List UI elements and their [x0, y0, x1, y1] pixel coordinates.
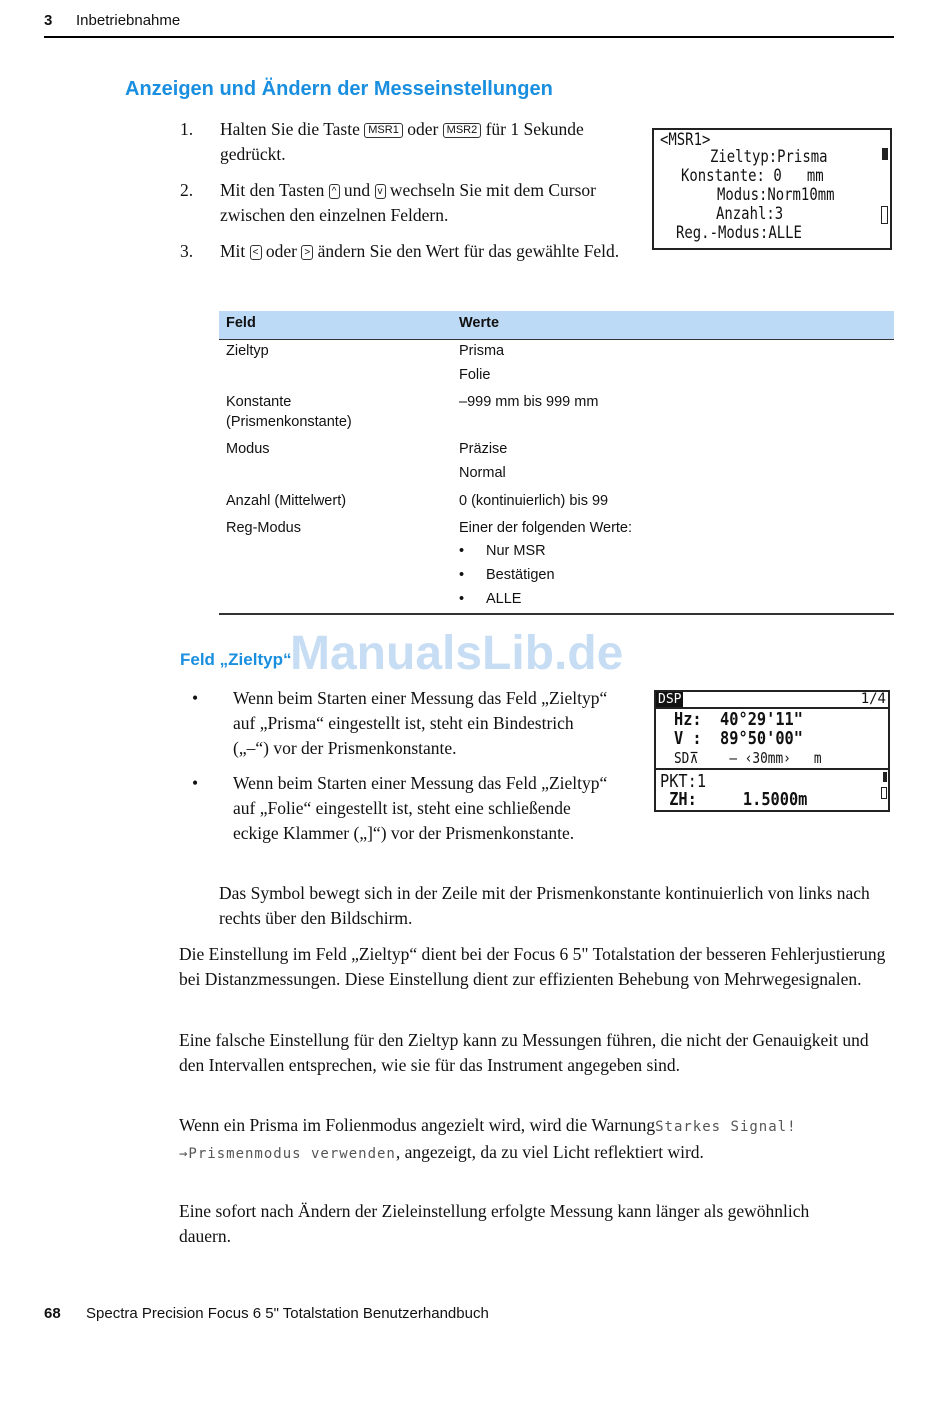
bullet-icon: • — [459, 567, 465, 583]
table-cell-field: Reg-Modus — [226, 520, 301, 536]
table-cell-value: –999 mm bis 999 mm — [459, 394, 599, 410]
page-number: 68 — [44, 1305, 61, 1322]
table-cell-value: Folie — [459, 367, 491, 383]
list-item: • Bestätigen — [459, 567, 555, 583]
step-text: Mit den Tasten ^ und v wechseln Sie mit dem Cursor zwischen den einzelnen Feldern. — [220, 180, 596, 225]
step-number: 2. — [180, 180, 194, 200]
dsp-badge: DSP — [658, 692, 682, 707]
msr1-key-icon: MSR1 — [364, 123, 403, 138]
bullet-icon: • — [459, 543, 465, 559]
screen-row: Hz: 40°29'11" — [674, 709, 803, 730]
table-cell-value: Normal — [459, 465, 506, 481]
table-cell-value: 0 (kontinuierlich) bis 99 — [459, 493, 609, 509]
section-title: Anzeigen und Ändern der Messeinstellungen — [125, 78, 553, 100]
left-key-icon: < — [250, 245, 262, 260]
step-number: 1. — [180, 119, 194, 139]
warning-message: Starkes Signal!→Prismenmodus verwenden — [179, 1119, 797, 1162]
screen-row: PKT:1 — [660, 771, 707, 792]
step-number: 3. — [180, 241, 194, 261]
watermark: ManualsLib.de — [290, 627, 624, 680]
paragraph: Die Einstellung im Feld „Zieltyp“ dient bei der Focus 6 5" Totalstation der besseren Fehlerjustierung bei Distanzmessungen. Diese Einstellung dient zur effizienten Behebung von Mehrwegesignalen. — [179, 944, 886, 989]
screen-row: Reg.-Modus:ALLE — [676, 223, 802, 243]
table-cell-value: Einer der folgenden Werte: — [459, 520, 633, 536]
step-text: Mit < oder > ändern Sie den Wert für das gewählte Feld. — [220, 241, 620, 261]
list-item-text: Wenn beim Starten einer Messung das Feld „Zieltyp“ auf „Prisma“ eingestellt ist, steht ein Bindestrich („–“) vor der Prismenkonstante. — [233, 688, 608, 758]
table-cell-field: Anzahl (Mittelwert) — [226, 493, 347, 509]
bullet-icon: • — [192, 773, 199, 793]
footer-title: Spectra Precision Focus 6 5" Totalstation Benutzerhandbuch — [86, 1305, 489, 1322]
distance-measurement-screen — [654, 690, 890, 812]
scroll-marker-icon — [883, 772, 887, 782]
table-cell-field: Zieltyp — [226, 343, 269, 359]
symbol-paragraph: Das Symbol bewegt sich in der Zeile mit der Prismenkonstante kontinuierlich von links nach rechts über den Bildschirm. — [219, 883, 870, 928]
step-text: Halten Sie die Taste MSR1 oder MSR2 für 1 Sekunde gedrückt. — [220, 119, 584, 164]
screen-row: Konstante: 0 mm — [681, 166, 824, 186]
list-item: • Nur MSR — [459, 543, 546, 559]
page-indicator: 1/4 — [860, 691, 886, 707]
subsection-title: Feld „Zieltyp“ — [180, 650, 292, 669]
msr2-key-icon: MSR2 — [443, 123, 482, 138]
screen-row: Zieltyp:Prisma — [710, 147, 828, 167]
table-bottom-rule — [219, 613, 894, 615]
chapter-title: Inbetriebnahme — [76, 12, 181, 29]
battery-icon — [881, 787, 887, 799]
right-key-icon: > — [301, 245, 313, 260]
screen-divider — [656, 768, 888, 770]
down-key-icon: v — [375, 184, 386, 199]
screen-row: <MSR1> — [660, 130, 711, 150]
screen-row: Anzahl:3 — [716, 204, 784, 224]
chapter-number: 3 — [44, 12, 53, 29]
header-rule — [44, 36, 894, 38]
warning-paragraph: Wenn ein Prisma im Folienmodus angezielt wird, wird die WarnungStarkes Signal!→Prismenmodus verwenden, angezeigt, da zu viel Licht reflektiert wird. — [179, 1115, 797, 1162]
column-header: Werte — [459, 315, 500, 331]
screen-row: ZH: 1.5000m — [660, 789, 808, 810]
table-header — [219, 311, 894, 340]
screen-row: Modus:Norm10mm — [717, 185, 835, 205]
bullet-icon: • — [459, 591, 465, 607]
paragraph: Eine falsche Einstellung für den Zieltyp kann zu Messungen führen, die nicht der Genauigkeit und den Intervallen entsprechen, wie sie für das Instrument angegeben sind. — [179, 1030, 869, 1075]
screen-row: SD⊼ – ‹30mm› m — [674, 749, 822, 767]
msr-settings-screen — [652, 128, 892, 250]
table-cell-value: Prisma — [459, 343, 505, 359]
table-cell-value: Präzise — [459, 441, 508, 457]
column-header: Feld — [226, 315, 256, 331]
up-key-icon: ^ — [329, 184, 340, 199]
list-item-text: Wenn beim Starten einer Messung das Feld „Zieltyp“ auf „Folie“ eingestellt ist, steht eine schließende eckige Klammer („]“) vor der Prismenkonstante. — [233, 773, 608, 843]
list-item: • ALLE — [459, 591, 522, 607]
table-cell-field: Modus — [226, 441, 270, 457]
paragraph: Eine sofort nach Ändern der Zieleinstellung erfolgte Messung kann länger als gewöhnlich dauern. — [179, 1201, 810, 1246]
battery-icon — [881, 206, 888, 224]
table-cell-field: Konstante (Prismenkonstante) — [226, 394, 352, 430]
scroll-marker-icon — [882, 148, 888, 160]
screen-row: V : 89°50'00" — [674, 728, 803, 749]
bullet-icon: • — [192, 688, 199, 708]
